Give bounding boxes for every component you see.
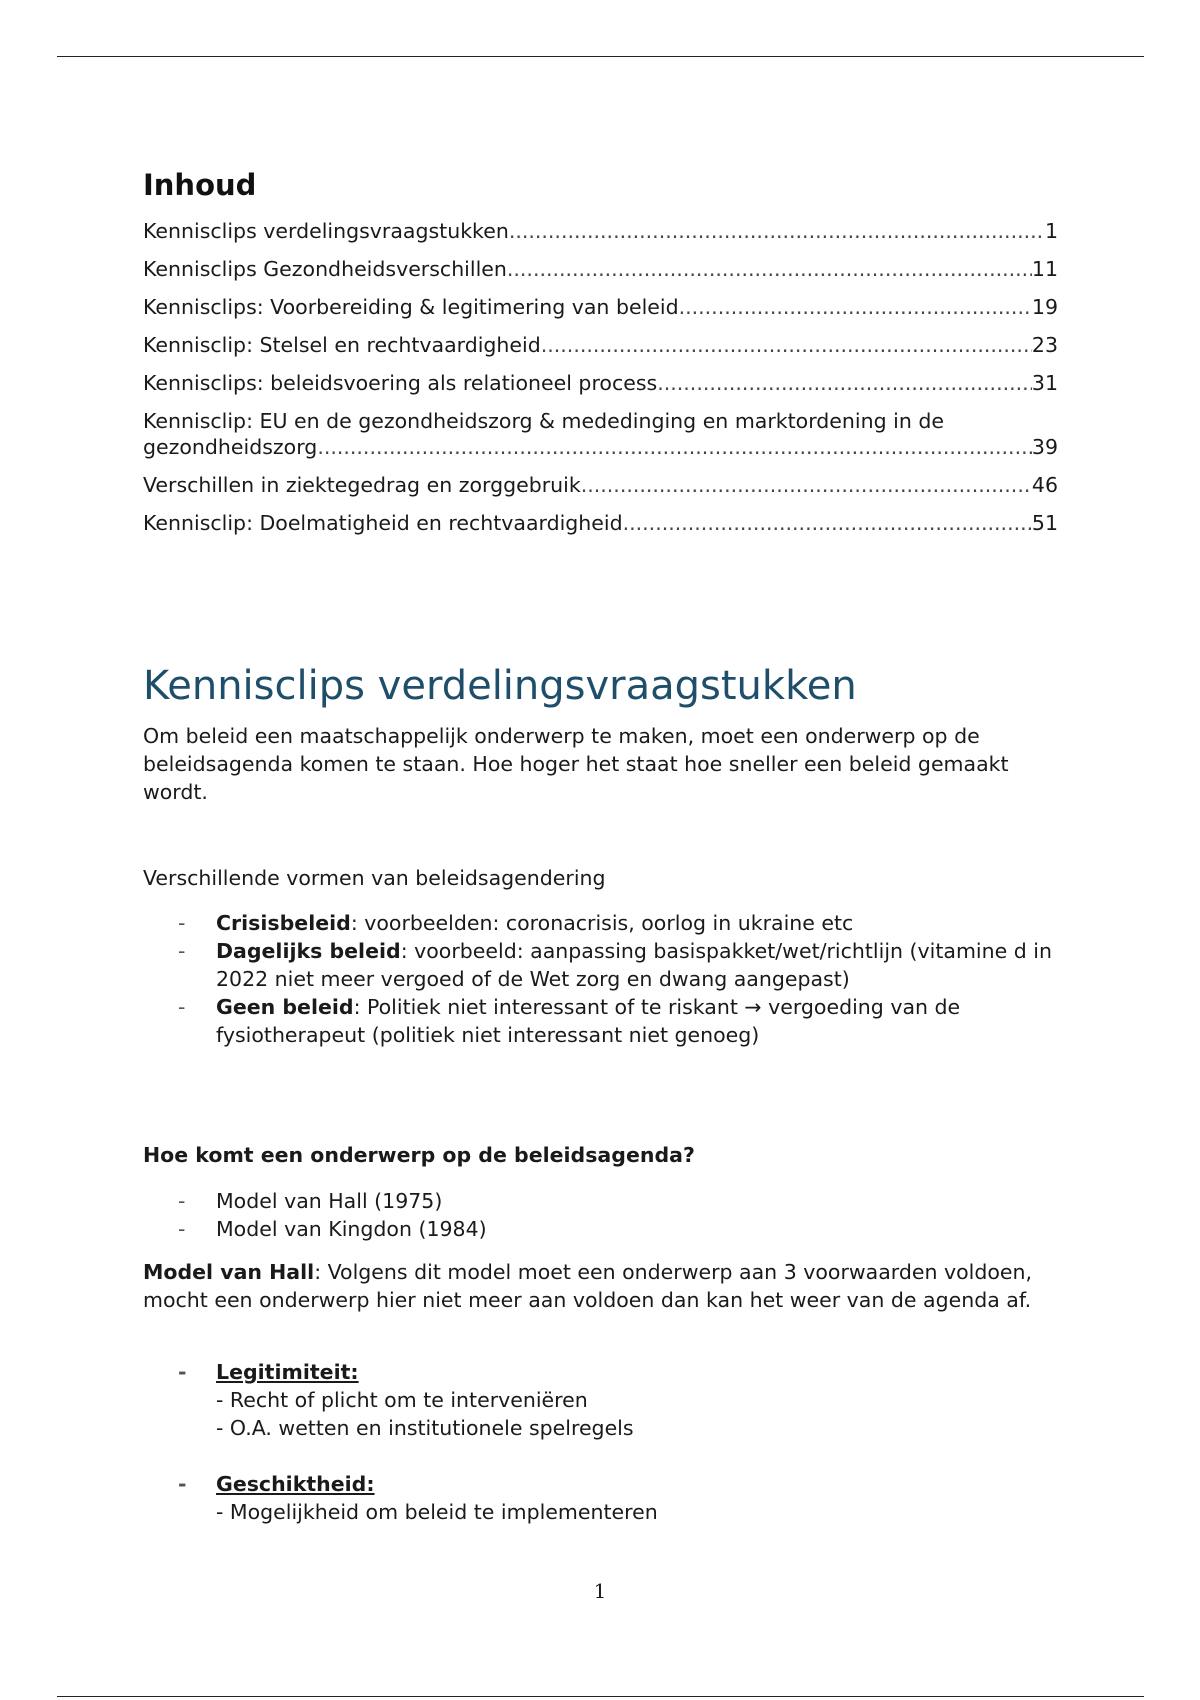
- toc-heading: Inhoud: [143, 168, 257, 202]
- toc-entry-page: 31: [1031, 371, 1058, 395]
- list-item: [143, 937, 1058, 993]
- term-bold: Geen beleid: [216, 995, 354, 1019]
- model-text: Model van Hall (1975): [216, 1189, 443, 1213]
- toc-entry-page: 46: [1031, 473, 1058, 497]
- forms-list: [143, 909, 1058, 1049]
- toc-leader: [317, 434, 1032, 460]
- bullet: -: [178, 1189, 186, 1213]
- list-item: [143, 1215, 1058, 1243]
- footer-rule: [57, 1696, 1144, 1697]
- toc-leader: [679, 294, 1032, 320]
- term-bold: Crisisbeleid: [216, 911, 351, 935]
- list-item: [143, 909, 1058, 937]
- condition-title: Geschiktheid:: [216, 1472, 375, 1496]
- toc-entry-title-line1: Kennisclip: EU en de gezondheidszorg & mededinging en marktordening in de: [143, 409, 944, 433]
- toc-entry[interactable]: [143, 408, 1058, 460]
- toc-entry-page: 39: [1031, 435, 1058, 459]
- toc-entry-title: Kennisclips verdelingsvraagstukken: [143, 219, 509, 243]
- bullet: -: [178, 995, 186, 1019]
- condition-sub: - O.A. wetten en institutionele spelregels: [216, 1416, 634, 1440]
- toc-entry[interactable]: [143, 472, 1058, 498]
- list-item: [143, 1358, 1058, 1442]
- toc-entry[interactable]: [143, 256, 1058, 282]
- toc-entry-title: Kennisclips: beleidsvoering als relationeel process: [143, 371, 658, 395]
- intro-paragraph: Om beleid een maatschappelijk onderwerp te maken, moet een onderwerp op de beleidsagenda komen te staan. Hoe hoger het staat hoe sneller een beleid gemaakt wordt.: [143, 724, 1009, 804]
- toc-entry[interactable]: [143, 294, 1058, 320]
- condition-sub: - Mogelijkheid om beleid te implementeren: [216, 1500, 658, 1524]
- toc-leader: [623, 510, 1032, 536]
- forms-label: Verschillende vormen van beleidsagendering: [143, 866, 606, 890]
- toc-entry-title: Kennisclips: Voorbereiding & legitimering van beleid: [143, 295, 679, 319]
- toc-leader: [581, 472, 1032, 498]
- condition-title: Legitimiteit:: [216, 1360, 359, 1384]
- header-rule: [57, 56, 1144, 57]
- list-item: [143, 993, 1058, 1049]
- term-text: : voorbeelden: coronacrisis, oorlog in ukraine etc: [350, 911, 854, 935]
- toc-entry[interactable]: [143, 332, 1058, 358]
- hall-bold: Model van Hall: [143, 1260, 315, 1284]
- table-of-contents: [143, 218, 1058, 548]
- toc-leader: [541, 332, 1032, 358]
- bullet: -: [178, 1360, 187, 1384]
- toc-entry-page: 1: [1044, 219, 1058, 243]
- bullet: -: [178, 1472, 187, 1496]
- toc-entry[interactable]: [143, 218, 1058, 244]
- term-bold: Dagelijks beleid: [216, 939, 401, 963]
- toc-entry-title: Kennisclip: Stelsel en rechtvaardigheid: [143, 333, 541, 357]
- term-text: : voorbeeld: aanpassing basispakket/wet/richtlijn (vitamine d in 2022 niet meer vergoed of de Wet zorg en dwang aangepast): [216, 939, 1052, 991]
- bullet: -: [178, 939, 186, 963]
- toc-entry-title: Verschillen in ziektegedrag en zorggebruik: [143, 473, 581, 497]
- models-list: [143, 1187, 1058, 1243]
- toc-entry-page: 23: [1031, 333, 1058, 357]
- toc-entry[interactable]: [143, 510, 1058, 536]
- toc-entry-page: 11: [1031, 257, 1058, 281]
- list-item: [143, 1470, 1058, 1526]
- toc-entry-page: 19: [1031, 295, 1058, 319]
- section-title: Kennisclips verdelingsvraagstukken: [143, 663, 857, 709]
- bullet: -: [178, 911, 186, 935]
- hall-paragraph: [143, 1258, 1058, 1314]
- condition-sub: - Recht of plicht om te interveniëren: [216, 1388, 588, 1412]
- toc-leader: [507, 256, 1032, 282]
- toc-entry[interactable]: [143, 370, 1058, 396]
- term-text: : Politiek niet interessant of te riskant → vergoeding van de fysiotherapeut (politiek niet interessant niet genoeg): [216, 995, 961, 1047]
- hall-text: : Volgens dit model moet een onderwerp aan 3 voorwaarden voldoen, mocht een onderwerp hier niet meer aan voldoen dan kan het weer van de agenda af.: [143, 1260, 1033, 1312]
- question-heading: Hoe komt een onderwerp op de beleidsagenda?: [143, 1143, 695, 1167]
- toc-entry-title: Kennisclips Gezondheidsverschillen: [143, 257, 507, 281]
- page-number: 1: [593, 1579, 607, 1603]
- model-text: Model van Kingdon (1984): [216, 1217, 487, 1241]
- toc-entry-title-line2: gezondheidszorg: [143, 435, 318, 459]
- bullet: -: [178, 1217, 186, 1241]
- toc-leader: [657, 370, 1032, 396]
- toc-leader: [509, 218, 1045, 244]
- toc-entry-title: Kennisclip: Doelmatigheid en rechtvaardigheid: [143, 511, 623, 535]
- toc-entry-page: 51: [1031, 511, 1058, 535]
- conditions-list: [143, 1358, 1058, 1554]
- list-item: [143, 1187, 1058, 1215]
